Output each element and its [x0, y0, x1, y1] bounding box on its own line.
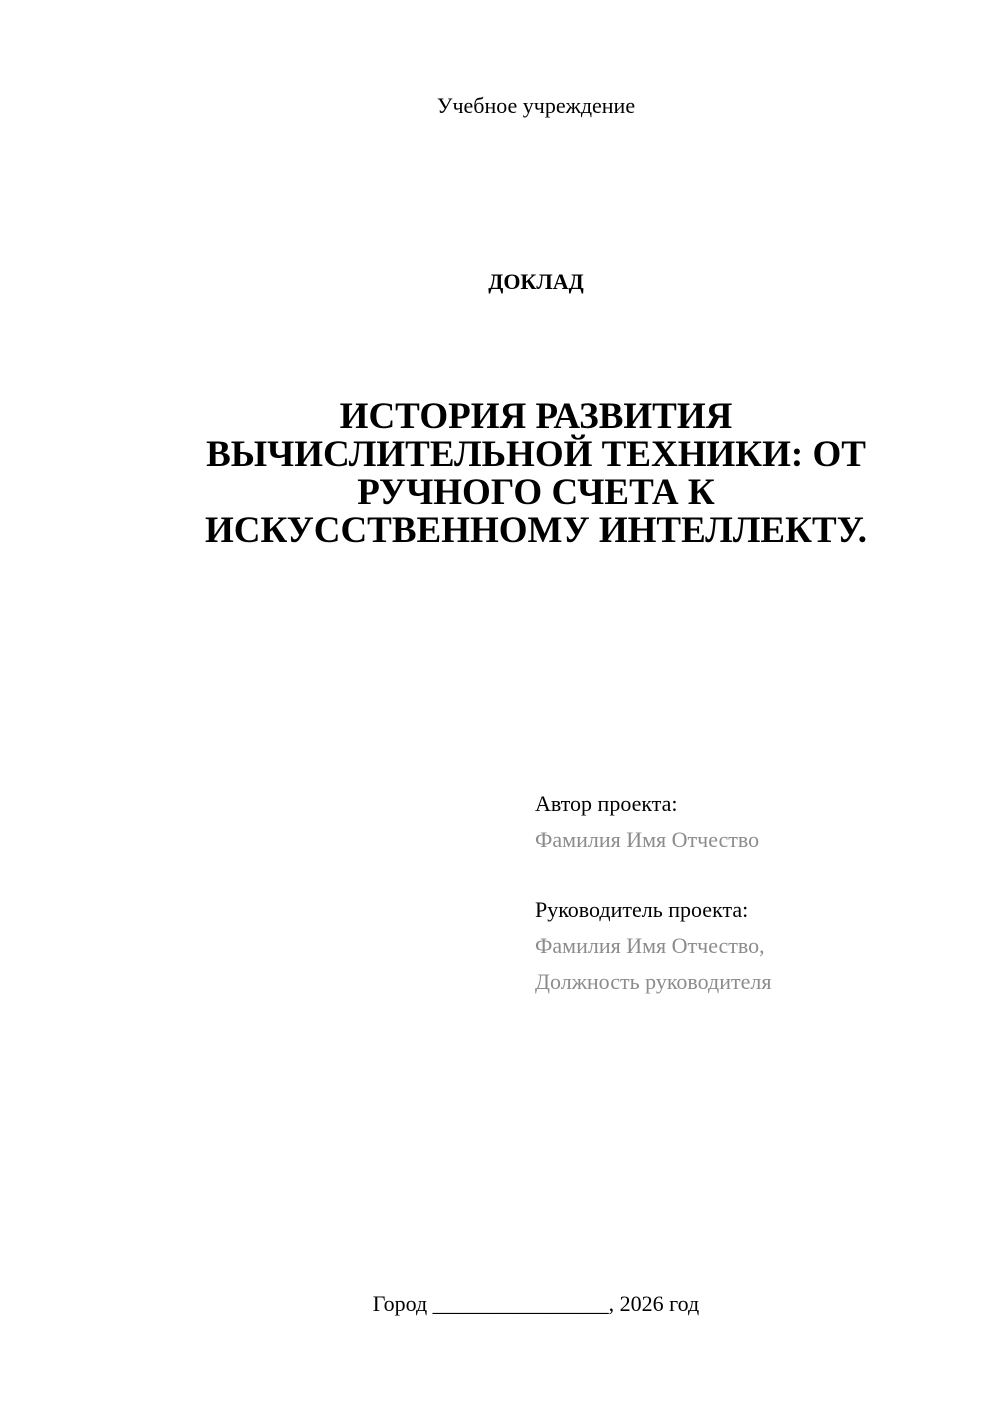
- supervisor-position: Должность руководителя: [535, 969, 772, 994]
- title-line-4: ИСКУССТВЕННОМУ ИНТЕЛЛЕКТУ.: [204, 510, 867, 551]
- supervisor-block: [535, 892, 975, 1000]
- supervisor-label: Руководитель проекта:: [535, 897, 749, 922]
- title-line-2: ВЫЧИСЛИТЕЛЬНОЙ ТЕХНИКИ: ОТ: [206, 434, 866, 475]
- document-type: ДОКЛАД: [488, 269, 584, 294]
- author-name: Фамилия Имя Отчество: [535, 827, 760, 852]
- title-line-1: ИСТОРИЯ РАЗВИТИЯ: [339, 396, 733, 437]
- institution-name: Учебное учреждение: [436, 93, 636, 118]
- author-label: Автор проекта:: [535, 791, 678, 816]
- supervisor-name: Фамилия Имя Отчество,: [535, 933, 765, 958]
- document-title: [150, 398, 922, 550]
- title-line-3: РУЧНОГО СЧЕТА К: [357, 472, 715, 513]
- city-year-line: Город ________________, 2026 год: [372, 1291, 700, 1316]
- author-block: [535, 786, 975, 858]
